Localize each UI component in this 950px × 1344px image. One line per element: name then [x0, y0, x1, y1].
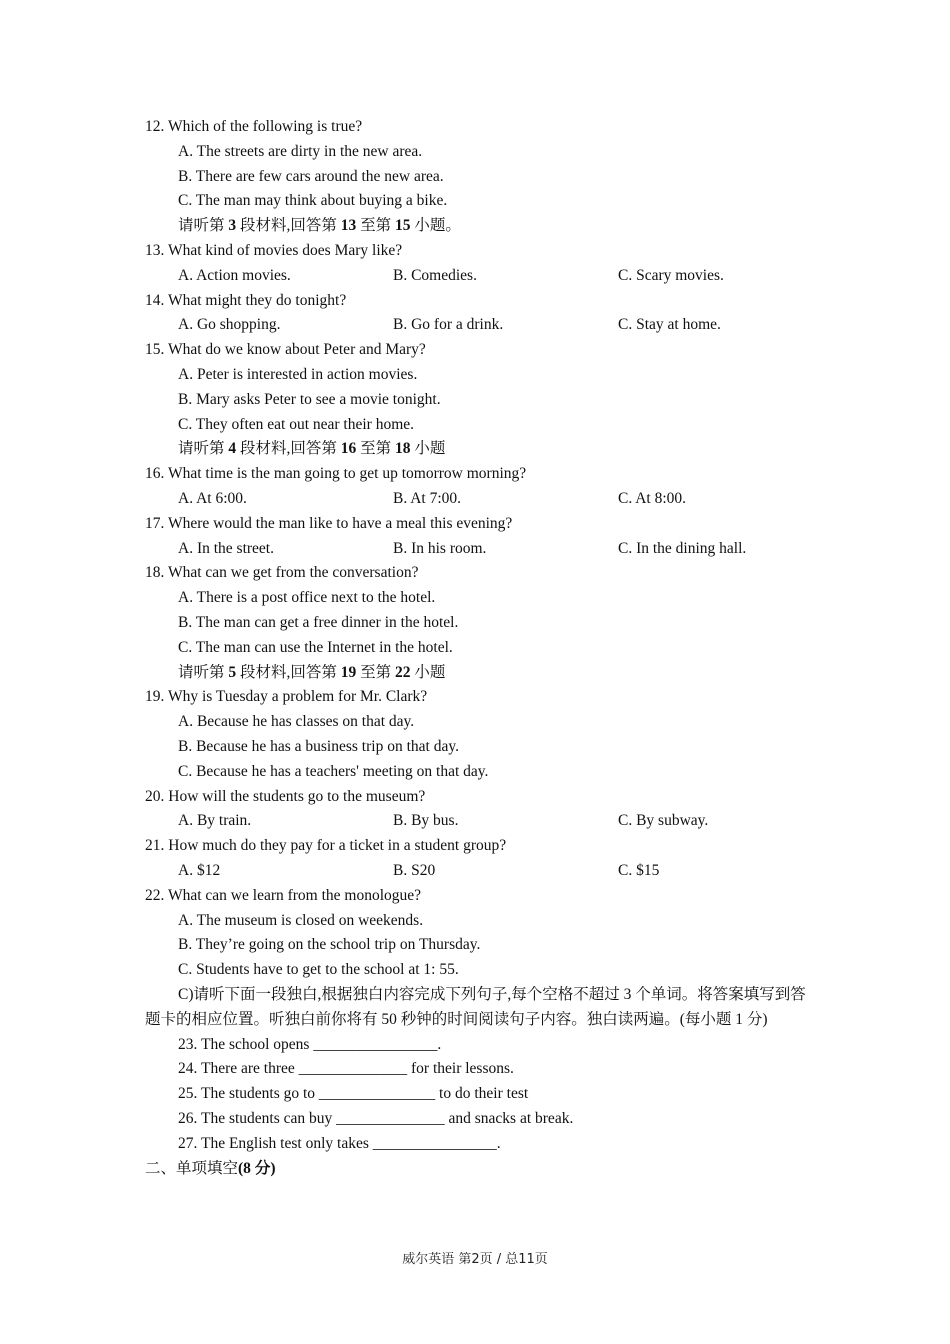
instruction-part: 请听第 — [178, 217, 229, 235]
answer-option: C. At 8:00. — [618, 489, 687, 507]
instruction-part: 至第 — [356, 663, 396, 681]
answer-option: C. Stay at home. — [618, 316, 721, 334]
part-c-section — [145, 983, 810, 1181]
question-number: 18. — [145, 564, 165, 582]
section-instruction — [145, 661, 810, 686]
fill-in-item: 25. The students go to _______________ to do their test — [178, 1085, 529, 1103]
page-footer: 威尔英语 第2页 / 总11页 — [402, 1252, 548, 1267]
option-row — [145, 537, 810, 562]
question-list — [145, 115, 810, 983]
question-number: 12. — [145, 118, 165, 135]
instruction-part: 小题 — [410, 663, 446, 681]
instruction-part: 19 — [340, 663, 357, 681]
answer-option: A. By train. — [178, 812, 252, 830]
question-text: What time is the man going to get up tomorrow morning? — [167, 465, 527, 483]
question-number: 13. — [145, 241, 165, 259]
question-number: 22. — [145, 886, 165, 904]
fill-in-list — [145, 1033, 810, 1157]
question-text: What can we learn from the monologue? — [167, 886, 422, 904]
answer-option: C. By subway. — [618, 812, 709, 830]
section-2-heading — [145, 1157, 810, 1182]
question-stem — [145, 785, 810, 810]
option-row — [145, 859, 810, 884]
question-stem — [145, 512, 810, 537]
option-row — [145, 809, 810, 834]
question-number: 16. — [145, 465, 165, 483]
answer-option: C. Students have to get to the school at 1: 55. — [178, 961, 459, 979]
answer-option: A. Go shopping. — [178, 316, 281, 334]
section-instruction — [145, 214, 810, 239]
fill-in-item: 23. The school opens ________________. — [178, 1035, 442, 1053]
answer-option: A. The streets are dirty in the new area. — [178, 142, 423, 160]
question-text: What can we get from the conversation? — [167, 564, 419, 582]
answer-option: C. They often eat out near their home. — [178, 415, 415, 433]
instruction-part: 段材料,回答第 — [236, 440, 341, 458]
question-stem — [145, 834, 810, 859]
fill-in-item: 24. There are three ______________ for their lessons. — [178, 1060, 514, 1078]
question-text: What might they do tonight? — [167, 291, 347, 309]
question-text: Why is Tuesday a problem for Mr. Clark? — [167, 688, 428, 706]
answer-option: C. In the dining hall. — [618, 539, 747, 557]
instruction-part: 段材料,回答第 — [236, 663, 341, 681]
answer-option: C. Scary movies. — [618, 266, 724, 284]
question-number: 21. — [145, 837, 165, 855]
answer-option: C. The man can use the Internet in the hotel. — [178, 638, 453, 656]
answer-option: A. There is a post office next to the hotel. — [178, 589, 436, 607]
answer-option: B. In his room. — [393, 539, 487, 557]
answer-option: A. $12 — [178, 861, 221, 879]
section-2-score: (8 — [238, 1159, 251, 1177]
fill-in-item: 27. The English test only takes ________________. — [178, 1134, 501, 1152]
instruction-part: 4 — [228, 440, 237, 458]
fill-in-item: 26. The students can buy ______________ and snacks at break. — [178, 1109, 574, 1127]
question-stem — [145, 685, 810, 710]
answer-option: B. They’re going on the school trip on Thursday. — [178, 936, 481, 954]
section-2-suffix: 分) — [250, 1159, 276, 1177]
instruction-part: 15 — [395, 217, 411, 235]
instruction-part: 5 — [228, 663, 237, 681]
answer-option: A. At 6:00. — [178, 489, 247, 507]
question-number: 19. — [145, 688, 165, 706]
answer-option: C. Because he has a teachers' meeting on that day. — [178, 762, 489, 780]
question-stem — [145, 884, 810, 909]
answer-option: B. Go for a drink. — [393, 316, 504, 334]
question-text: How will the students go to the museum? — [168, 787, 426, 805]
instruction-part: 13 — [340, 217, 357, 235]
answer-option: A. Action movies. — [178, 266, 291, 284]
answer-option: A. The museum is closed on weekends. — [178, 911, 424, 929]
part-c-instructions: C)请听下面一段独白,根据独白内容完成下列句子,每个空格不超过 3 个单词。将答案填写到答题卡的相应位置。听独白前你将有 50 秒钟的时间阅读句子内容。独白读两遍。(每小题 1 分) — [145, 986, 806, 1028]
question-number: 14. — [145, 291, 165, 309]
instruction-part: 至第 — [356, 440, 396, 458]
question-text: What kind of movies does Mary like? — [167, 241, 403, 259]
section-2-prefix: 二、单项填空 — [145, 1159, 239, 1177]
question-stem — [145, 561, 810, 586]
question-stem — [145, 239, 810, 264]
answer-option: B. S20 — [393, 861, 436, 879]
instruction-part: 请听第 — [178, 440, 229, 458]
answer-option: B. By bus. — [393, 812, 459, 830]
answer-option: B. Comedies. — [393, 266, 477, 284]
instruction-part: 16 — [340, 440, 357, 458]
instruction-part: 请听第 — [178, 663, 229, 681]
question-text: What do we know about Peter and Mary? — [167, 341, 426, 359]
question-stem — [145, 462, 810, 487]
instruction-part: 小题。 — [410, 217, 461, 235]
option-row — [145, 313, 810, 338]
instruction-part: 至第 — [356, 217, 396, 235]
question-text: Which of the following is true? — [167, 118, 363, 135]
answer-option: A. Because he has classes on that day. — [178, 713, 415, 731]
question-text: Where would the man like to have a meal this evening? — [167, 514, 513, 532]
answer-option: A. Peter is interested in action movies. — [178, 365, 418, 383]
question-number: 17. — [145, 514, 165, 532]
question-stem — [145, 289, 810, 314]
answer-option: A. In the street. — [178, 539, 274, 557]
answer-option: B. There are few cars around the new area. — [178, 167, 444, 185]
instruction-part: 18 — [395, 440, 411, 458]
answer-option: C. The man may think about buying a bike. — [178, 192, 448, 210]
instruction-part: 3 — [228, 217, 237, 235]
answer-option: B. Because he has a business trip on that day. — [178, 737, 459, 755]
instruction-part: 22 — [395, 663, 411, 681]
question-stem — [145, 115, 810, 140]
answer-option: B. Mary asks Peter to see a movie tonight. — [178, 390, 441, 408]
question-number: 20. — [145, 787, 165, 805]
instruction-part: 小题 — [410, 440, 446, 458]
question-text: How much do they pay for a ticket in a student group? — [168, 837, 507, 855]
answer-option: B. At 7:00. — [393, 489, 462, 507]
option-row — [145, 487, 810, 512]
question-number: 15. — [145, 341, 165, 359]
question-stem — [145, 338, 810, 363]
section-instruction — [145, 437, 810, 462]
answer-option: B. The man can get a free dinner in the hotel. — [178, 613, 459, 631]
answer-option: C. $15 — [618, 861, 660, 879]
option-row — [145, 264, 810, 289]
instruction-part: 段材料,回答第 — [236, 217, 341, 235]
